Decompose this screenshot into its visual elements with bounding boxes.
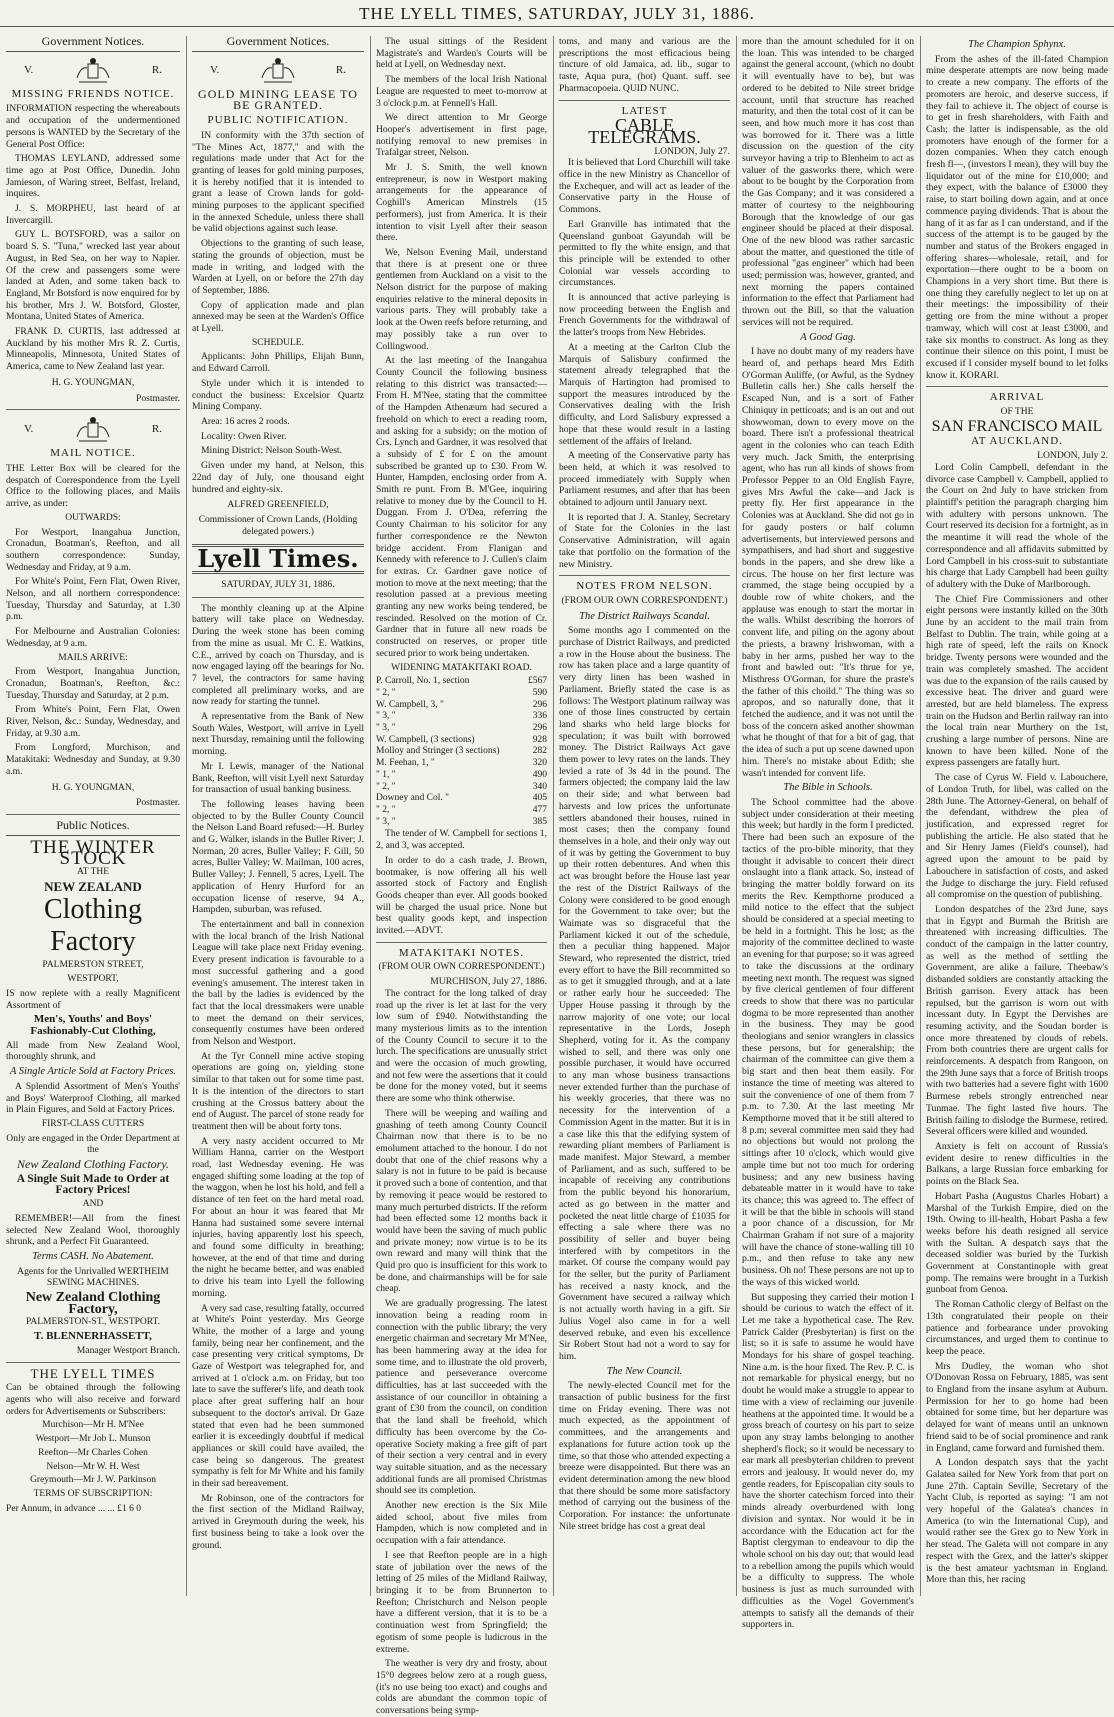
- cutters-text: Only are engaged in the Order Department at the: [6, 1132, 180, 1156]
- signature: ALFRED GREENFIELD,: [227, 499, 329, 511]
- arrive-text: From Longford, Murchison, and Matakitaki: Wednesday and Sunday, at 9.30 a.m.: [6, 742, 180, 777]
- tender-amount: 340: [532, 781, 547, 792]
- cable-para: It is believed that Lord Churchill will take office in the new Ministry as Chancellor of the Exchequer, and will act as leader of the Conservative party in the House of Commons.: [559, 157, 730, 216]
- tender-table: [376, 676, 547, 828]
- tender-row: [376, 700, 547, 712]
- news-para: The contract for the long talked of dray road up the river is let at last for the very low sum of £940. Notwithstanding the many mysterious limits as to the intention of the County Council to secure it to the lurch. The specifications are unusually strict and were the occasion of much growling, and not few were the assertions that it could be done for the money voted, but it seems there are some who think otherwise.: [376, 987, 547, 1105]
- roads-note: The tender of W. Campbell for sections 1, 2, and 3, was accepted.: [376, 828, 547, 852]
- news-para: There will be weeping and wailing and gnashing of teeth among County Council Chairman now that there is to be no emolument attached to the honour. I do not doubt that one of the chief reasons why a salary is not in future to be paid is because it proved such a bone of contention, and that by removing it peace would be restored to many much perturbed districts. If the reform had been effected some 12 months back it would have been the saving of much public and private money; now virtue is to be its own reward and many will think that the Quid pro quo is insufficient for this work to be done, and chairmanships will be for sale cheap.: [376, 1107, 547, 1295]
- arrive-label: MAILS ARRIVE:: [58, 652, 128, 663]
- tender-amount: 477: [532, 805, 547, 815]
- column-3: [376, 36, 547, 1717]
- dateline: LONDON, July 27.: [654, 145, 730, 157]
- news-para: We are gradually progressing. The latest innovation being a reading room in connection with the public library; the very energetic chairman and secretary Mr M'Nee, has been hammering away at the idea for some time, and to illustrate the old proverb, patience and perseverance overcome difficulties, has at last succeeded with the assistance of our councillor in obtaining a grant of £30 from the council, on condition that the land shall be freehold, which difficulty has been overcome by the Co-operative Society making a free gift of part of their section a very central and in every way suitable situation, and as the necessary additional funds are all promised Christmas should see its completion.: [376, 1298, 547, 1497]
- at-auckland: AT AUCKLAND.: [971, 434, 1063, 447]
- tender-amount: 320: [532, 758, 547, 769]
- tender-row: [376, 793, 547, 805]
- gold-para: Objections to the granting of such lease, stating the grounds of objection, must be made in writing, and lodged with the Warden at Lyell, on or before the 27th day of September, 1886.: [192, 238, 364, 296]
- tender-amount: 928: [532, 734, 547, 745]
- tender-name: W. Campbell, (3 sections): [376, 734, 475, 745]
- missing-entry: FRANK D. CURTIS, last addressed at Auckland by his mother Mrs R. Z. Curtis, Minneapolis, Minnesota, United States of America, came to New Zealand last year.: [6, 326, 180, 373]
- tender-name: M. Feehan, 1, ": [376, 758, 435, 769]
- tender-row: [376, 723, 547, 735]
- news-para: At the Tyr Connell mine active stoping operations are going on, yielding stone similar to that taken out for some time past. It is the intention of the directors to start crushing at the Crossus battery about the end of August. The parcel of stone ready for treatment then will be about forty tons.: [192, 1050, 364, 1132]
- tender-name: " 3, ": [376, 723, 396, 734]
- brown-advert: In order to do a cash trade, J. Brown, bootmaker, is now offering all his well assorted stock of Factory and English Goods cheaper than ever. All goods booked will be charged the usual price. None but best quality goods kept, and inspection invited.—ADVT.: [376, 854, 547, 937]
- dateline: LONDON, July 2.: [1037, 450, 1108, 462]
- schedule-line: Area: 16 acres 2 roods.: [201, 415, 290, 427]
- terms-subscription: TERMS OF SUBSCRIPTION:: [33, 1488, 153, 1499]
- signature-title: Commissioner of Crown Lands, (Holding delegated powers.): [198, 514, 358, 537]
- cable-para: Earl Granville has intimated that the Queensland gunboat Gayundah will be permitted to fly the white ensign, and that this principle will be extended to other Colonial war vessels according to circumstances.: [559, 218, 730, 289]
- column-rule: [553, 36, 554, 1596]
- crest-r: R.: [335, 63, 346, 76]
- masthead: [0, 0, 1114, 27]
- tender-row: [376, 782, 547, 794]
- subhead: The Bible in Schools.: [783, 782, 873, 794]
- news-para: The monthly cleaning up at the Alpine battery will take place on Wednesday. During the week stone has been coming from the mine as usual. Mr C. E. Watkins, C.E., arrived by coach on Thursday, and is now engaged laying off the bearings for No. 7 level, the contractors for same having completed all preliminary works, and are now ready for starting the tunnel.: [192, 602, 364, 708]
- tender-amount: 296: [532, 723, 547, 734]
- section-header: Government Notices.: [6, 36, 180, 52]
- gold-para: IN conformity with the 37th section of "The Mines Act, 1877," and with the regulations made under that Act for the granting of leases for gold mining purposes, it is hereby notified that it is intended to grant a lease of Crown lands for gold-mining purposes to the applicant specified in the annexed Schedule, unless there shall be valid objections against such lease.: [192, 129, 364, 235]
- tender-amount: 282: [532, 746, 547, 757]
- crest-r: R.: [151, 63, 162, 76]
- royal-crest-row: [6, 56, 180, 86]
- news-para: The School committee had the above subject under consideration at their meeting this week; but hardly in the form I predicted. There had been such an exposure of the tactics of the pro-bible minority, that they thought it advisable to concert their direct onslaught into a flank attack. So, instead of bringing the matter boldly forward on its merits the Rev. Kempthorne produced a mild notice to the effect that the subject should be considered at a special meeting to be held in a fortnight. This he lost; as the majority of the committee declined to waste an evening for that purpose; so it was agreed to take the discussions at the ordinary meeting next month. The request was signed by five clerical gentlemen of four different creeds to show that there was no particular dogma to be more represented than another in the business. They may be good theologians and senior wranglers in classics these persons, but for generalship; the chairman of the committee can give them a big start and then beat them easily. For instance the time of meeting was altered to suit the convenience of one of them from 7 p.m. to 7.30. At the last meeting Mr Kempthorne moved that it be still altered to 8 p.m; several committee men said they had no objections but would not prolong the sittings after 10 o'clock, which would give ample time but not too much for ordering business; and any new business having debateable matter in it would have to take its chance; this was agreed to. The effect of it will be that the bible in schools will stand a poor chance of a discussion, for Mr Chairman Graham if not sure of a majority will have the chance of stone-walling till 10 p.m., and then refuse to take any new business. Oh no! These persons are not up to the ways of this wicked world.: [742, 797, 914, 1288]
- correspondent: (FROM OUR OWN CORRESPONDENT.): [378, 962, 545, 973]
- news-para: We, Nelson Evening Mail, understand that there is at present one or three gentlemen from Auckland on a visit to the Nelson district for the purpose of making enquiries relative to the mineral deposits in various parts. They will probably take a look at the Owen reefs before returning, and may possibly take a run over to Collingwood.: [376, 246, 547, 352]
- schedule-line: Locality: Owen River.: [201, 430, 287, 442]
- royal-crest-row: [6, 415, 180, 445]
- tender-row: [376, 758, 547, 770]
- signature: H. G. YOUNGMAN,: [51, 781, 135, 793]
- column-rule: [736, 36, 737, 1596]
- tender-amount: 385: [532, 816, 547, 827]
- missing-entry: J. S. MORPHEU, last heard of at Invercargill.: [6, 203, 180, 226]
- crest-v: V.: [24, 423, 34, 436]
- matakitaki-title: MATAKITAKI NOTES.: [398, 946, 525, 959]
- subhead: A Good Gag.: [800, 331, 856, 343]
- tender-name: " 3, ": [376, 711, 396, 722]
- masthead-title: THE LYELL TIMES, SATURDAY, JULY 31, 1886.: [359, 4, 755, 23]
- outwards-label: OUTWARDS:: [65, 512, 121, 523]
- subhead: The District Railways Scandal.: [579, 610, 710, 622]
- news-para: At the last meeting of the Inangahua County Council the following business relating to this district was transacted:—From H. M'Nee, stating that the committee of the Hampden Athenæum had secured a freehold on which to erect a reading room, and asking for a subsidy; on the motion of Crs. Lynch and Gardner, it was resolved that a subsidy of £ for £ on the amount subscribed be granted up to £30. From W. Hunter, Hampden, enclosing order from A. Smith re punt. From B. M'Gee, inquiring relative to money due by the Council to H. Duggan. From J. O'Dea, referring the County Chairman to his solicitor for any further correspondence re the Newton bridge accident. From Flanigan and Kennedy with reference to J. Cullen's claim for extras. Cr. Gardner gave notice of motion to move at the next meeting; that the resolution passed at a previous meeting granting any new works being tendered, be rescinded. Resolved on the motion of Cr. Gardner that in future all new roads be constructed on reserves, or proper title secured prior to work being undertaken.: [376, 355, 547, 659]
- tender-name: P. Carroll, No. 1, section: [376, 676, 470, 687]
- news-para: London despatches of the 23rd June, says that in Egypt and Burmah the British are threatened with increasing difficulties. The conduct of the campaign in the latter country, as well as the method of settling the Government, are alike a failure. Theebaw's disbanded soldiers are constantly attacking the British garrison. Every attack has been repulsed, but the garrison is worn out with incessant duty. In Egypt the Dervishes are resuming activity, and the Soudan border is once more threatened by clouds of rebels. From both countries there are urgent calls for reinforcements. A despatch from Rangoon, on the 29th June says that a force of British troops with two batteries had a severe fight with 1600 Burmese rebels strongly entrenched near Tunmae. The fight lasted five hours. The British failing to dislodge the Burmese, retired. Several officers were killed and wounded.: [926, 903, 1108, 1138]
- gold-para: Copy of application made and plan annexed may be seen at the Warden's Office at Lyell.: [192, 299, 364, 335]
- outwards-text: For Melbourne and Australian Colonies: Wednesday, at 9 a.m.: [6, 626, 180, 649]
- column-5: [742, 36, 914, 1631]
- royal-crest-icon: [73, 415, 113, 445]
- agents-text: Agents for the Unrivalled WERTHEIM SEWING MACHINES.: [17, 1265, 169, 1289]
- mail-intro: THE Letter Box will be cleared for the despatch of Correspondence from the Lyell Office to the following places, and Mails arrive, as under:: [6, 462, 180, 510]
- lyell-times-nameplate: Lyell Times.: [197, 544, 359, 574]
- tender-row: [376, 735, 547, 747]
- news-para: I see that Reefton people are in a high state of jubilation over the news of the letting of 25 miles of the Midland Railway, bringing it to be from Brunnerton to Reefton; Christchurch and Nelson people have a different version, that it is to be a continuation west from Springfield; the egotism of some people is ludicrous in the extreme.: [376, 1549, 547, 1655]
- subhead: The Champion Sphynx.: [968, 39, 1066, 50]
- single-price: A Single Article Sold at Factory Prices.: [9, 1066, 177, 1078]
- royal-crest-icon: [73, 56, 113, 86]
- news-para: A representative from the Bank of New South Wales, Westport, will arrive in Lyell next Thursday, remaining until the following morning.: [192, 711, 364, 758]
- royal-crest-row: [192, 56, 364, 86]
- cable-telegrams-title: CABLE TELEGRAMS.: [588, 115, 701, 147]
- news-para: The case of Cyrus W. Field v. Labouchere, of London Truth, for libel, was called on the 28th June. The Attorney-General, on behalf of the defendant, withdrew the plea of justification, and expressed regret for publishing the article. He also stated that he and Sir Henry James (Field's counsel), had agreed upon the amount to be paid by Labouchere in satisfaction of costs, and asked the Judge to discharge the jury. Field refused all compromise on the question of publishing.: [926, 772, 1108, 901]
- outwards-text: For Westport, Inangahua Junction, Cronadun, Boatman's, Reefton, and all southern correspondence: Sunday, Wednesday and Friday, at 9 a.m.: [6, 526, 180, 573]
- arrival-label: ARRIVAL: [989, 391, 1045, 404]
- missing-entry: THOMAS LEYLAND, addressed some time ago at Post Office, Dunedin. John Jamieson, of Waring street, Belfast, Ireland, inquires.: [6, 153, 180, 200]
- cutters-heading: FIRST-CLASS CUTTERS: [41, 1118, 145, 1129]
- roads-title: WIDENING MATAKITAKI ROAD.: [391, 662, 532, 673]
- agent-item: Westport—Mr Job L. Munson: [35, 1434, 151, 1445]
- manager-name: T. BLENNERHASSETT,: [34, 1330, 152, 1343]
- section-header: Government Notices.: [192, 36, 364, 52]
- tender-row: [376, 805, 547, 817]
- tender-name: W. Campbell, 3, ": [376, 699, 444, 710]
- news-para: A London despatch says that the yacht Galatea sailed for New York from that port on June 27th. Captain Seville, Secretary of the Yacht Club, is reported as saying: "I am not very hopeful of the Galatea's chances in America (to win the International Cup), and would rather see the Grex go to New York in her stead. The Galeta will not compare in any respect with the Grex, and the latter's skipper is the best amateur yachtsman in England. More than this, her racing: [926, 1457, 1108, 1586]
- news-para: Lord Colin Campbell, defendant in the divorce case Campbell v. Campbell, applied to the Court on 2nd July to have stricken from plaintiff's petition the paragraph charging him with adultery with persons unknown. The Court reserved its decision for a fortnight, as in the meantime it will read the whole of the correspondence and all affidavits submitted by Lord Campbell in his cross-suit to substantiate his charge that Lady Campbell had been guilty of adultery with the Duke of Marlborough.: [926, 461, 1108, 590]
- splendid: A Splendid Assortment of Men's Youths' and Boys' Waterproof Clothing, all marked in Plain Figures, and Sold at Factory Prices.: [6, 1080, 180, 1116]
- tender-name: Downey and Col. ": [376, 793, 450, 804]
- news-para: The Chief Fire Commissioners and other eight persons were instantly killed on the 30th June by an accident to the mail train from Belfast to Dublin. The train, while going at a high rate of speed, left the rails on Knock bridge. Twenty persons were wounded and the train was completely smashed. The accident was due to the expansion of the rails caused by excessive heat. The driver and guard were arrested, but are held blameless. The express train on the Hudson and Berlin railway ran into the local train near Murthery on the 1st, crushing a large number of persons. Nine are known to have been killed. None of the express passengers are fatally hurt.: [926, 593, 1108, 769]
- news-para: more than the amount scheduled for it on the loan. This was intended to be charged against the general account, (which no doubt it will eventually have to be), but was ordered to be debited to Nile street bridge account, until that structure has reached maturity, and then the total cost of it can be seen, and how much more it has cost than was borrowed for it. There was a little discussion on the question of the city surveyor having a trip to Blenheim to act as valuer of the gasworks there, which were about to be bought by the Corporation from the Gas Company; and it was considered a matter of courtesy to the neighbouring Borough that the knowledge of our gas engineer should be placed at their disposal. One of the new blood was rather sarcastic about the matter, and questioned the title of professional "gas engineer" which had been used; permission was, however, granted, and next morning the papers contained information to the effect that Parliament had thrown out the Bill, so that the valuation services will not be required.: [742, 36, 914, 328]
- tender-amount: 296: [532, 699, 547, 710]
- column-rule: [920, 36, 921, 1596]
- town: WESTPORT,: [67, 974, 119, 985]
- gold-lease-title: GOLD MINING LEASE TO BE GRANTED.: [198, 86, 358, 113]
- dateline: MURCHISON, July 27, 1886.: [430, 976, 547, 988]
- tender-name: " 2, ": [376, 781, 396, 792]
- crest-v: V.: [24, 63, 34, 76]
- cable-para: It is reported that J. A. Stanley, Secretary of State for the Colonies in the last Conservative Administration, will again take that portfolio on the formation of the new Ministry.: [559, 511, 730, 570]
- tender-amount: 336: [532, 711, 547, 722]
- news-para: The newly-elected Council met for the transaction of public business for the first time on Friday evening. There was not much expected, as the appointment of committees, and the arrangements and explanations for future action took up the time, so that those who attended expecting a breeze were disappointed. But there was an evident determination among the new blood that there should be some more satisfactory method of carrying out the business of the Corporation. For instance: the unfortunate Nile street bridge has cost a great deal: [559, 1380, 730, 1532]
- address-2: PALMERSTON-ST., WESTPORT.: [25, 1317, 161, 1328]
- public-notification: PUBLIC NOTIFICATION.: [207, 114, 349, 127]
- schedule-line: Style under which it is intended to conduct the business: Excelsior Quartz Mining Company.: [192, 377, 364, 413]
- news-para: Mr I. Lewis, manager of the National Bank, Reefton, will visit Lyell next Saturday for transaction of usual banking business.: [192, 760, 364, 796]
- news-para: From the ashes of the ill-fated Champion mine desperate attempts are now being made to create a new company. The efforts of the promoters are heroic, and deserve success, if they fail to achieve it. The object of course is to get in fresh shareholders, with Faith and Cash; the latter is indispensable, as the old promoters have enough of the former for a dozen companies. When they catch enough fresh fl—, (investors I mean), they will buy the liquidator out of the mine for £10,000; and they expect, with the balance of £3000 they raise, to start boiling down again, and at once commence paying dividends. That is about the hang of it as far as I can understand, and if the success of the attempt is to be gauged by the number and status of the Brokers engaged in offering shares—wholesale, retail, and for exportation—there ought to be a boom on Champions in a very short time. But there is one thing they carefully neglect to let up on at their meetings: the impossibility of their getting ore from the mine without a proper tramway, which will cost at least £3000, and take six months to construct. As long as they continue their silence on this point, I must be excused if I consider myself bound to let folks know it. KORARI.: [926, 53, 1108, 381]
- remember-text: REMEMBER!—All from the finest selected New Zealand Wool, thoroughly shrunk, and a Perfect Fit Guaranteed.: [6, 1212, 180, 1248]
- news-para: Another new erection is the Six Mile aided school, about five miles from Hampden, which is now completed and in occupation with a fair attendance.: [376, 1500, 547, 1547]
- news-para: The Roman Catholic clergy of Belfast on the 13th congratulated their people on their patience and forbearance under provoking circumstances, and urged them to continue to keep the peace.: [926, 1299, 1108, 1357]
- column-4: [559, 36, 730, 1596]
- news-para: The entertainment and ball in connexion with the local branch of the Irish National League will take place next Friday evening. Every present indication is favourable to a most successful gathering and a good evening's amusement. The interest taken in the ball by the ladies is evidenced by the fact that the local dressmakers were unable to meet the demand on their services, consequently costumes have been ordered from Nelson and Westport.: [192, 919, 364, 1048]
- single-suit: A Single Suit Made to Order at Factory Prices!: [16, 1172, 170, 1197]
- cable-para: It is announced that active parleying is now proceeding between the English and French Governments for the withdrawal of the latter's troops from New Hebrides.: [559, 292, 730, 339]
- tender-row: [376, 746, 547, 758]
- tender-row: [376, 676, 547, 688]
- news-para: A very nasty accident occurred to Mr William Hanna, carrier on the Westport road, last Wednesday evening. He was engaged shifting some loading at the top of the waggon, when he lost his hold, and fell a distance of ten feet on the hard metal road. For about an hour it was feared that Mr Hanna had sustained some severe internal injuries, having apparently lost his speech, and found some difficulty in breathing; however, at the end of that time and during the night he became better, and was enabled to drive his team into Lyell the following morning.: [192, 1135, 364, 1299]
- per-annum: Per Annum, in advance ... ... £1 6 0: [6, 1502, 142, 1514]
- news-para: The members of the local Irish National League are requested to meet to-morrow at 3 o'clock p.m. at Fennell's Hall.: [376, 74, 547, 109]
- cable-para: A meeting of the Conservative party has been held, at which it was resolved to proceed immediately with Supply when Parliament resumes, and after that has been obtained to adjourn until January next.: [559, 450, 730, 509]
- subhead: The New Council.: [606, 1365, 683, 1377]
- schedule-line: Mining District: Nelson South-West.: [201, 445, 342, 457]
- tender-amount: £567: [528, 676, 547, 687]
- news-para: The following leases having been objected to by the Buller County Council the Nelson Land Board refused:—H. Burley and G. Walker, islands in the Buller River; J. Norman, 20 acres, Buller Valley; F. Gill, 50 acres, Buller Valley; W. Mailman, 100 acres, Buller Valley; J. Fennell, 5 acres, Lyell. The application of Henry Hurford for an occupation license of reserve, 94 A., Hampden, suburban, was refused.: [192, 798, 364, 916]
- latest-label: LATEST: [621, 104, 668, 117]
- news-para: Mrs Dudley, the woman who shot O'Donovan Rossa on February, 1885, was sent to England from the insane asylum at Auburn. Permission for her to go home had been obtained for some time, but her departure was delayed for want of means until an unknown friend said to be of social prominence and rank in England, came forward and furnished them.: [926, 1360, 1108, 1454]
- and-text: AND: [82, 1199, 104, 1210]
- correspondent: (FROM OUR OWN CORRESPONDENT.): [561, 595, 728, 606]
- news-para: Anxiety is felt on account of Russia's evident desire to renew difficulties in the Balkans, a large Russian force embarking for points on the Black Sea.: [926, 1140, 1108, 1188]
- agent-item: Reefton—Mr Charles Cohen: [38, 1447, 148, 1458]
- mail-notice-title: MAIL NOTICE.: [50, 447, 136, 460]
- nz-heading: NEW ZEALAND: [44, 878, 142, 894]
- sf-mail-title: SAN FRANCISCO MAIL: [931, 417, 1103, 435]
- news-para: Mr J. S. Smith, the well known entrepreneur, is now in Westport making arrangements for the appearance of Coghill's American Minstrels (15 performers), just from America. It is their intention to visit Lyell after their season there.: [376, 162, 547, 244]
- tender-name: Molloy and Stringer (3 sections): [376, 746, 500, 757]
- news-para: I have no doubt many of my readers have heard of, and perhaps heard Mrs Edith O'Gorman Auliffe, (or Awful, as the Sydney Bulletin calls her.) She calls herself the Escaped Nun, and is a sort of Father Chiniquy in petticoats; and is an out and out showwoman, down to every move on the board. There isn't a professional theatrical agent in the colonies who can teach Edith very much. Jack Smith, the enterprising agent, who has run all kinds of shows from Professor Pepper to an Old English Fayre, gives Mrs Awful the cake—and Jack is pretty fly. Her first appearance in the Colonies was at Auckland. She did not go in for gaudy posters or half column advertisements, but interviewed persons and sympathisers, and had short and suggestive bonds in the papers, and she drew like a circus. The house on her first lecture was crammed, the stage being occupied by a double row of white chokers, and the applause was enough to start the mortar in the walls. Whilst describing the horrors of convent life, and piling on the agony about the priests, a brawny Irishwoman, with a baby in her arms, pushed her way to the front and bawled out: "It's thrue for ye, Misthress O'Gorman, for shure the praste's the father of this choild." The thing was so apropos, and so naturally done, that it fetched the audience, and it was not until the boss of the concern asked another showman what he thought of that for a bit of gag, that the idea of such a put up scene dawned upon him. There's no mistake about Edith; she wasn't intended for convent life.: [742, 346, 914, 779]
- tender-name: " 1, ": [376, 769, 396, 780]
- clothing-factory-heading: Clothing Factory: [43, 894, 142, 958]
- all-made: All made from New Zealand Wool, thoroughly shrunk, and: [6, 1039, 180, 1063]
- schedule-heading: SCHEDULE.: [252, 337, 304, 348]
- news-para: Mr Robinson, one of the contractors for the first section of the Midland Railway, arrived in Greymouth during the week, his first business being to take a look over the ground.: [192, 1492, 364, 1551]
- arrive-text: From White's Point, Fern Flat, Owen River, Nelson, &c.: Sunday, Wednesday, and Friday, at 9.30 a.m.: [6, 704, 180, 739]
- agent-item: Greymouth—Mr J. W. Parkinson: [30, 1475, 156, 1486]
- column-1: [6, 36, 180, 1596]
- news-para: Some months ago I commented on the purchase of District Railways, and predicted a row in the House about the business. The row has taken place and a large quantity of very dirty linen has been washed in Parliament. Briefly stated the case is as follows: The Westport platinum railway was one of those lines constructed by certain land sharks who held large blocks for speculation; it was built with borrowed money. The District Railways Act gave them power to levy rates on the lands. They levied a rate of 3s 4d in the pound. The farmers objected; the company laid the law on their side; and what between bad harvests and low prices the unfortunate settlers abandoned their houses, ruined in most cases; then the company found themselves in a hole, and their only way out of it was by getting the Government to buy up their rotten debentures. And when this act was brought before the House last year the rest of the District Railways of the Colony were considered to be good enough for the Government to take over; but the Waimate was so disgraceful that the Parliament kicked it out of the schedule, then a peculiar thing happened. Major Steward, who represented the district, tried every effort to have the Bill recommitted so as to get it smuggled through, and at a late or rather early hour he succeeded: The Upper House passing it through by the narrow majority of one vote; our local representative in the Lords, Joseph Shepherd, voting for it. As the company wished to sell, and there was only one possible purchaser, it would have occurred to any man whose business transactions never extended further than the purchase of his weekly groceries, that there was no necessity for the intervention of a Commission Agent in the matter. But it is in a case like this that the edifying system of rewarding pliant members of Parliament is made manifest. Major Steward, a member of Parliament, and as such, suffered to be incapable of receiving any contributions from the public beyond his honorarium, acted as go between in the matter and pocketed the neat little charge of £1035 for effecting a sale where there was no possibility of seller and buyer being interfered with by competitors in the market. Of course the company would pay for the seller, but the purity of Parliament has received a nasty knock, and the Government have secured a railway which is not actually worth having in a gift. Sir Julius Vogel also came in for a well deserved rebuke, and even his excellence Sir Robert Stout had not a word to say for him.: [559, 625, 730, 1362]
- lyell-times-ad-title: THE LYELL TIMES: [30, 1365, 156, 1381]
- signature-title: Postmaster.: [136, 797, 180, 809]
- signature: H. G. YOUNGMAN,: [51, 376, 135, 388]
- missing-entry: GUY L. BOTSFORD, was a sailor on board S. S. "Tuna," wrecked last year about August, in Red Sea, on her way to Napier. Of the crew and passengers some were landed at Aden, and some taken back to England, Mr Botsford is now enquired for by his brother, Mrs J. W. Botsford, Gloster, Montana, United States of America.: [6, 229, 180, 323]
- missing-intro: INFORMATION respecting the whereabouts and occupation of the undermentioned persons is WANTED by the Secretary of the General Post Office:: [6, 103, 180, 150]
- tender-name: " 3, ": [376, 816, 396, 827]
- of-the: OF THE: [1000, 407, 1034, 418]
- public-notices-header: Public Notices.: [6, 820, 180, 836]
- royal-crest-icon: [258, 56, 298, 86]
- crest-r: R.: [151, 423, 162, 436]
- column-rule: [370, 36, 371, 1596]
- cable-para: At a meeting at the Carlton Club the Marquis of Salisbury confirmed the statement already telegraphed that the Marquis of Hartington had promised to support the measures introduced by the Conservatives dealing with the Irish difficulty, and Lord Salisbury expressed a hope that these would result in a lasting settlement of the affairs of Ireland.: [559, 341, 730, 447]
- agent-item: Murchison—Mr H. M'Nee: [42, 1420, 144, 1431]
- terms-cash: Terms CASH. No Abatement.: [32, 1250, 154, 1262]
- tender-amount: 590: [532, 687, 547, 698]
- column-rule: [186, 36, 187, 1596]
- tender-name: " 2, ": [376, 687, 396, 698]
- replete-text: IS now replete with a really Magnificent Assortment of: [6, 987, 180, 1011]
- news-para: Hobart Pasha (Augustus Charles Hobart) a Marshal of the Turkish Empire, died on the 19th. Owing to ill-health, Hobart Pasha a few weeks before his death resigned all service with the Sultan. A despatch says that the deceased soldier was buried by the Turkish Government at Constantinople with great pomp. The remains were brought in a Turkish gunboat from Genoa.: [926, 1190, 1108, 1296]
- news-para: We direct attention to Mr George Hooper's advertisement in first page, notifying removal to new premises in Trafalgar street, Nelson.: [376, 112, 547, 159]
- issue-date: SATURDAY, JULY 31, 1886.: [221, 580, 335, 591]
- nelson-notes-title: NOTES FROM NELSON.: [576, 580, 713, 593]
- column-2: [192, 36, 364, 1596]
- nzcf-italic: New Zealand Clothing Factory.: [17, 1157, 169, 1172]
- tender-amount: 405: [532, 793, 547, 804]
- manager-title: Manager Westport Branch.: [76, 1344, 180, 1356]
- outwards-text: For White's Point, Fern Flat, Owen River, Nelson, and all northern correspondence: Tuesday, Thursday and Saturday, at 1.30 p.m.: [6, 576, 180, 623]
- news-para: But supposing they carried their motion I should be curious to watch the effect of it. Let me take a hypothetical case. The Rev. Patrick Calder (Presbyterian) is first on the list; so it is safe to assume he would have Mondays for his share of gospel teaching. Nine a.m. is the hour fixed. The Rev. P. C. is not remarkable for physical energy, but no doubt he would make a struggle to appear to time with a view of reclaiming our juvenile heathens at the appointed time. It would be a gross breach of courtesy on his part to seize upon any stray lambs belonging to another shepherd's flock; so it would be necessary to ear mark all presbyterian children to prevent errors and jealousy. It would never do, my gentle readers, for Episcopalian city souls to have the shorter catechism forced into their minds already overburdened with long division and syntax. Nor would it be in accordance with the Education act for the Baptist clergyman to endeavour to dip the whole school on his day out; that would lead to a rebellion among the pupils which would be a difficulty to suppress. The whole business is just as much surrounded with difficulties as the Vogel Government's attempts to satisfy all the demands of their supporters in.: [742, 1291, 914, 1631]
- tender-amount: 490: [532, 769, 547, 780]
- nzcf-heading-2: New Zealand Clothing Factory,: [25, 1290, 161, 1317]
- tender-name: " 2, ": [376, 805, 396, 815]
- given-text: Given under my hand, at Nelson, this 22nd day of July, one thousand eight hundred and eighty-six.: [192, 460, 364, 495]
- news-para: toms, and many and various are the prescriptions the most efficacious being tincture of old Jamaica, ad. lib., sugar to taste, Aqua pura, (hot) Quant. suff. see Pharmacopoeia. QUID NUNC.: [559, 36, 730, 94]
- news-para: A very sad case, resulting fatally, occurred at White's Point yesterday. Mrs George White, the mother of a large and young family, being near her confinement, and the case presenting very critical symptoms, Dr Gaze of Westport was telegraphed for, and arrived at 1 o'clock a.m. on Friday, but too late to save the sufferer's life, and death took place after great suffering half an hour subsequent to the doctor's arrival. Dr Gaze stated that even had he been summoned earlier it is exceedingly doubtful if medical appliances or skill could have availed, the case being so dangerous. The greatest sympathy is felt for Mr White and his family in their sad bereavement.: [192, 1302, 364, 1490]
- news-para: The weather is very dry and frosty, about 15°0 degrees below zero at a rough guess, (it's no use being too exact) and coughs and colds are abundant the common topic of conversations being symp-: [376, 1658, 547, 1717]
- tender-row: [376, 770, 547, 782]
- agent-item: Nelson—Mr W. H. West: [46, 1461, 140, 1472]
- arrive-text: From Westport, Inangahua Junction, Cronadun, Boatman's, Reefton, &c.: Tuesday, Thursday and Saturday, at 2 p.m.: [6, 666, 180, 701]
- signature-title: Postmaster.: [136, 392, 180, 404]
- tender-row: [376, 817, 547, 829]
- mens-clothing: Men's, Youths' and Boys' Fashionably-Cut Clothing,: [30, 1013, 156, 1037]
- lyell-ad-text: Can be obtained through the following agents who will also receive and forward orders for Advertisements or Subscribers:: [6, 1382, 180, 1417]
- at-the: AT THE: [76, 867, 110, 878]
- news-para: The usual sittings of the Resident Magistrate's and Warden's Courts will be held at Lyell, on Wednesday next.: [376, 36, 547, 71]
- street: PALMERSTON STREET,: [42, 960, 144, 971]
- missing-friends-title: MISSING FRIENDS NOTICE.: [11, 87, 175, 100]
- column-6: [926, 36, 1108, 1596]
- winter-stock-title: THE WINTER STOCK: [30, 836, 156, 870]
- tender-row: [376, 711, 547, 723]
- crest-v: V.: [210, 63, 220, 76]
- schedule-line: Applicants: John Phillips, Elijah Bunn, and Edward Carroll.: [192, 351, 364, 375]
- tender-row: [376, 688, 547, 700]
